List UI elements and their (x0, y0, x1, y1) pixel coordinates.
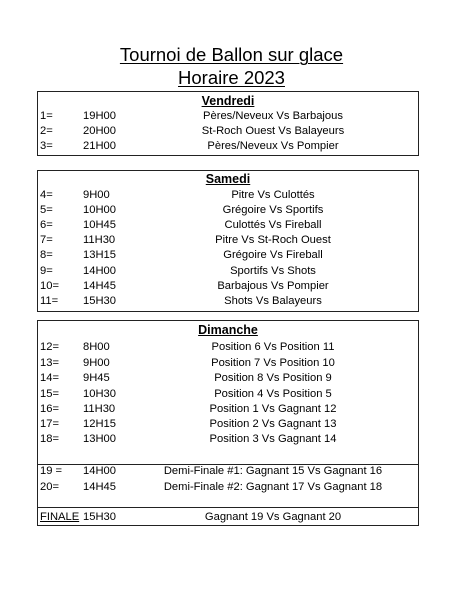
game-time: 14H45 (83, 280, 116, 292)
game-number: 1= (40, 110, 53, 122)
game-time: 15H30 (83, 511, 116, 523)
table-row (38, 279, 418, 294)
final-row (38, 510, 418, 525)
game-number: 19 = (40, 465, 63, 477)
game-match: Culottés Vs Fireball (224, 219, 322, 231)
table-row (38, 294, 418, 309)
table-row (38, 203, 418, 218)
game-time: 13H00 (83, 433, 116, 445)
game-match: Demi-Finale #2: Gagnant 17 Vs Gagnant 18 (163, 481, 383, 493)
game-number: 4= (40, 189, 53, 201)
table-row (38, 124, 418, 139)
game-match: Pitre Vs Culottés (231, 189, 315, 201)
table-row (38, 402, 418, 417)
game-time: 9H00 (83, 357, 110, 369)
game-number: 15= (40, 388, 59, 400)
game-match: Gagnant 19 Vs Gagnant 20 (204, 511, 342, 523)
game-match: Pitre Vs St-Roch Ouest (215, 234, 331, 246)
game-time: 10H45 (83, 219, 116, 231)
game-number: 18= (40, 433, 59, 445)
table-row (38, 109, 418, 124)
game-match: Grégoire Vs Fireball (223, 249, 323, 261)
game-time: 14H45 (83, 481, 116, 493)
game-match: Position 1 Vs Gagnant 12 (209, 403, 337, 415)
game-time: 21H00 (83, 140, 116, 152)
game-match: Shots Vs Balayeurs (224, 295, 322, 307)
game-time: 15H30 (83, 295, 116, 307)
game-match: Position 6 Vs Position 11 (211, 341, 335, 353)
table-row (38, 371, 418, 386)
game-time: 19H00 (83, 110, 116, 122)
game-match: St-Roch Ouest Vs Balayeurs (201, 125, 345, 137)
game-number: 17= (40, 418, 59, 430)
day-heading-dimanche: Dimanche (198, 323, 258, 337)
table-row (38, 340, 418, 355)
table-row (38, 480, 418, 495)
game-number: 11= (40, 295, 59, 307)
game-number: 2= (40, 125, 53, 137)
game-number: FINALE (40, 511, 80, 523)
table-row (38, 464, 418, 479)
dimanche-box (37, 320, 419, 526)
game-time: 10H30 (83, 388, 116, 400)
table-row (38, 248, 418, 263)
table-row (38, 432, 418, 447)
game-time: 12H15 (83, 418, 116, 430)
game-number: 7= (40, 234, 53, 246)
game-number: 20= (40, 481, 59, 493)
game-match: Barbajous Vs Pompier (217, 280, 329, 292)
game-time: 10H00 (83, 204, 116, 216)
game-number: 12= (40, 341, 59, 353)
game-match: Position 8 Vs Position 9 (214, 372, 332, 384)
game-match: Grégoire Vs Sportifs (222, 204, 324, 216)
game-time: 20H00 (83, 125, 116, 137)
game-match: Pères/Neveux Vs Pompier (207, 140, 339, 152)
game-number: 13= (40, 357, 59, 369)
game-number: 8= (40, 249, 53, 261)
game-number: 6= (40, 219, 53, 231)
table-row (38, 139, 418, 154)
game-match: Pères/Neveux Vs Barbajous (203, 110, 343, 122)
game-time: 11H30 (83, 234, 116, 246)
game-number: 10= (40, 280, 59, 292)
page-subtitle: Horaire 2023 (178, 67, 285, 88)
game-number: 9= (40, 265, 53, 277)
game-number: 3= (40, 140, 53, 152)
game-number: 16= (40, 403, 59, 415)
game-match: Sportifs Vs Shots (230, 265, 316, 277)
table-row (38, 264, 418, 279)
game-number: 14= (40, 372, 59, 384)
table-row (38, 188, 418, 203)
game-match: Position 4 Vs Position 5 (214, 388, 332, 400)
divider (38, 507, 418, 508)
game-number: 5= (40, 204, 53, 216)
game-match: Position 2 Vs Gagnant 13 (209, 418, 337, 430)
game-match: Position 3 Vs Gagnant 14 (209, 433, 337, 445)
game-match: Position 7 Vs Position 10 (211, 357, 335, 369)
game-time: 8H00 (83, 341, 110, 353)
table-row (38, 387, 418, 402)
game-time: 13H15 (83, 249, 116, 261)
samedi-box (37, 170, 419, 312)
table-row (38, 356, 418, 371)
game-time: 9H00 (83, 189, 110, 201)
table-row (38, 218, 418, 233)
table-row (38, 417, 418, 432)
game-time: 9H45 (83, 372, 110, 384)
day-heading-vendredi: Vendredi (201, 94, 255, 108)
table-row (38, 233, 418, 248)
game-time: 11H30 (83, 403, 116, 415)
game-time: 14H00 (83, 265, 116, 277)
game-time: 14H00 (83, 465, 116, 477)
page-title: Tournoi de Ballon sur glace (119, 44, 344, 65)
game-match: Demi-Finale #1: Gagnant 15 Vs Gagnant 16 (163, 465, 383, 477)
day-heading-samedi: Samedi (205, 172, 251, 186)
vendredi-box (37, 91, 419, 156)
